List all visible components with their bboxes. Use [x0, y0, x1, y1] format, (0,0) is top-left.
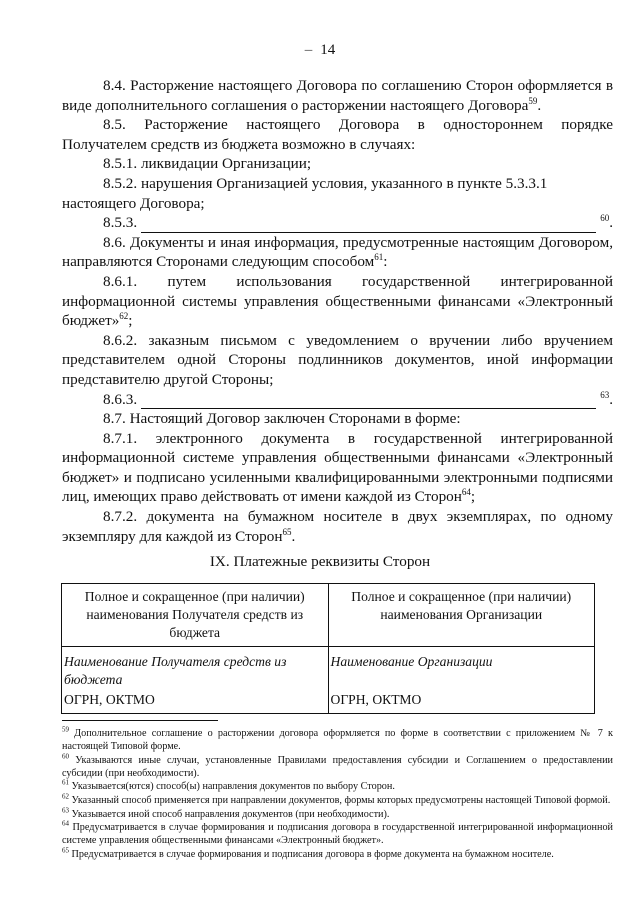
footnote-62: $^{62}$ Указанный способ применяется при направлении документов, формы которых предусмотрены настоящей Типовой формой. [62, 792, 611, 806]
organization-name-label: Наименование Организации [330, 654, 493, 669]
payment-details-table [61, 583, 595, 714]
footnote-ref-64: 64 [461, 487, 471, 498]
paragraph-8-4: 8.4. Расторжение настоящего Договора по соглашению Сторон оформляется в виде дополнительного соглашения о расторжении настоящего Договора$^{59}$. [62, 77, 613, 114]
paragraph-8-5-2: 8.5.2. нарушения Организацией условия, указанного в пункте 5.3.3.1 настоящего Договора; [62, 174, 548, 212]
organization-details-cell [328, 647, 595, 714]
footnote-separator [62, 720, 218, 721]
organization-codes-label: ОГРН, ОКТМО [330, 692, 422, 707]
paragraph-8-6-2: 8.6.2. заказным письмом с уведомлением о вручении либо вручением представителем одной Стороны подлинников документов, иной информации представителю другой Стороны; [62, 331, 613, 388]
document-body [62, 76, 613, 546]
paragraph-8-7-2: 8.7.2. документа на бумажном носителе в двух экземплярах, по одному экземпляру для каждой из Сторон$^{65}$. [62, 508, 613, 545]
paragraph-8-7: 8.7. Настоящий Договор заключен Сторонами в форме: [103, 410, 461, 428]
footnote-63: $^{63}$ Указывается иной способ направления документов (при необходимости). [62, 806, 390, 820]
paragraph-8-6-3: 8.6.3. $^{63}$. [103, 389, 613, 408]
paragraph-8-6-3-label: 8.6.3. [103, 390, 138, 408]
section-heading: IX. Платежные реквизиты Сторон [209, 553, 431, 570]
footnote-59: $^{59}$ Дополнительное соглашение о расторжении договора оформляется по форме в соответствии с приложением № 7 к настоящей Типовой форме. [62, 725, 613, 753]
recipient-codes-label: ОГРН, ОКТМО [64, 692, 155, 707]
page-number [0, 42, 640, 59]
paragraph-8-6-1: 8.6.1. путем использования государственной интегрированной информационной системы управления общественными финансами «Электронный бюджет»$^{62}$; [62, 272, 613, 330]
fill-in-line [141, 395, 596, 409]
header-cell-recipient: Полное и сокращенное (при наличии) наименования Получателя средств из бюджета [62, 584, 329, 647]
recipient-details-cell [62, 647, 329, 714]
header-cell-organization: Полное и сокращенное (при наличии) наименования Организации [328, 584, 595, 647]
footnote-61: $^{61}$ Указывается(ются) способ(ы) направления документов по выбору Сторон. [62, 778, 395, 793]
footnote-ref-65: 65 [282, 526, 292, 537]
footnote-ref-62: 62 [119, 311, 129, 322]
paragraph-8-5-1: 8.5.1. ликвидации Организации; [103, 155, 312, 173]
footnotes [62, 727, 613, 861]
footnote-ref-63: 63 [600, 389, 610, 400]
footnote-ref-61: 61 [374, 252, 384, 263]
footnote-ref-60: 60 [600, 213, 610, 224]
page-marker: – [304, 42, 313, 58]
paragraph-8-5-3-label: 8.5.3. [103, 214, 138, 232]
footnote-64: $^{64}$ Предусматривается в случае формирования и подписания договора в государственной интегрированной информационной системе управления общественными финансами «Электронный бюджет». [62, 819, 613, 847]
recipient-name-label: Наименование Получателя средств из бюджета [64, 654, 287, 687]
footnote-65: $^{65}$ Предусматривается в случае формирования и подписания договора в форме документа на бумажном носителе. [62, 846, 554, 860]
fill-in-line [141, 219, 596, 233]
footnote-60: $^{60}$ Указываются иные случаи, установленные Правилами предоставления субсидии и Соглашением о предоставлении субсидии (при необходимости). [62, 752, 613, 779]
page-number-value: 14 [320, 42, 336, 58]
table-row [62, 647, 595, 714]
paragraph-8-5-3: 8.5.3. $^{60}$. [103, 213, 613, 232]
paragraph-8-7-1: 8.7.1. электронного документа в государственной интегрированной информационной системе управления общественными финансами «Электронный бюджет» и подписано усиленными квалифицированными электронными подписями лиц, имеющих право действовать от имени каждой из Сторон$^{64}$; [62, 429, 613, 506]
paragraph-8-5: 8.5. Расторжение настоящего Договора в одностороннем порядке Получателем средств из бюджета возможно в случаях: [62, 116, 613, 153]
footnote-ref-59: 59 [528, 95, 538, 106]
table-header-row [62, 584, 595, 647]
paragraph-8-6: 8.6. Документы и иная информация, предусмотренные настоящим Договором, направляются Сторонами следующим способом$^{61}$: [62, 233, 613, 271]
